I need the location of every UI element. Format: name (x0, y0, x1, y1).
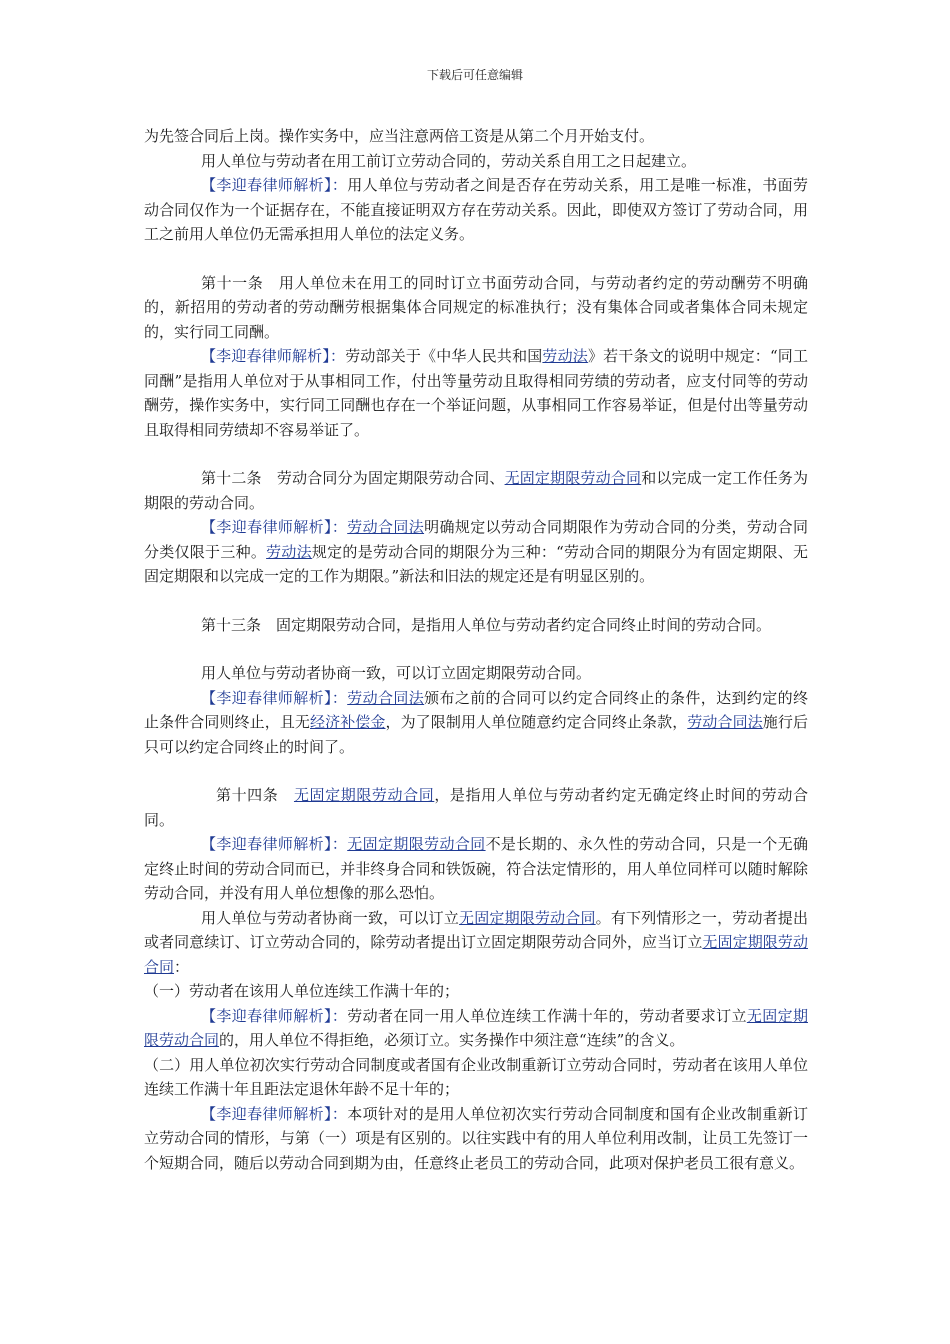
paragraph (144, 906, 808, 980)
lawyer-analysis (144, 344, 808, 442)
law-link[interactable]: 劳动法 (266, 542, 312, 561)
law-link[interactable]: 劳动合同法 (687, 713, 763, 731)
lawyer-analysis (144, 1102, 808, 1176)
analysis-text: 劳动部关于《中华人民共和国 (345, 347, 543, 365)
lawyer-label: 【李迎春律师解析】： (201, 176, 348, 194)
analysis-text: 的，用人单位不得拒绝，必须订立。实务操作中须注意“连续”的含义。 (219, 1031, 685, 1049)
spacer (144, 759, 808, 783)
lawyer-label: 【李迎春律师解析】： (201, 347, 346, 365)
lawyer-analysis (144, 1004, 808, 1053)
contract-link[interactable]: 无固定期限劳动合同 (144, 933, 808, 976)
lawyer-analysis (144, 515, 808, 589)
article-14 (144, 783, 808, 832)
compensation-link[interactable]: 经济补偿金 (310, 713, 386, 731)
lawyer-analysis (144, 832, 808, 906)
analysis-text: 明确规定以劳动合同期限作为劳动合同的分类，劳动合同分类仅限于三种。 (144, 518, 808, 561)
article-text: ： (174, 957, 190, 976)
analysis-text: 颁布之前的合同可以约定合同终止的条件，达到约定的终止条件合同则终止，且无 (144, 688, 808, 731)
paragraph: 用人单位与劳动者协商一致，可以订立固定期限劳动合同。 (201, 664, 592, 682)
lawyer-analysis (144, 173, 808, 247)
law-link[interactable]: 劳动法 (542, 347, 588, 365)
article-text: ，是指用人单位与劳动者约定无确定终止时间的劳动合同。 (144, 786, 808, 829)
article-text: 第十二条 劳动合同分为固定期限劳动合同、 (201, 469, 505, 487)
lawyer-label: 【李迎春律师解析】： (201, 835, 348, 853)
contract-link[interactable]: 无固定期限劳动合同 (144, 1006, 808, 1049)
contract-link[interactable]: 无固定期限劳动合同 (459, 908, 596, 927)
analysis-text: 不是长期的、永久性的劳动合同，只是一个无确定终止时间的劳动合同而已，并非终身合同和铁饭碗，符合法定情形的，用人单位同样可以随时解除劳动合同，并没有用人单位想像的那么恐怕。 (144, 835, 808, 902)
paragraph: 为先签合同后上岗。操作实务中，应当注意两倍工资是从第二个月开始支付。 (144, 127, 655, 145)
analysis-text: 用人单位与劳动者之间是否存在劳动关系，用工是唯一标准，书面劳动合同仅作为一个证据存在，不能直接证明双方存在劳动关系。因此，即使双方签订了劳动合同，用工之前用人单位仍无需承担用人单位的法定义务。 (144, 176, 808, 243)
spacer (144, 637, 808, 661)
analysis-text: 》若干条文的说明中规定：“同工同酬”是指用人单位对于从事相同工作，付出等量劳动且取得相同劳绩的劳动者，应支付同等的劳动酬劳，操作实务中，实行同工同酬也存在一个举证问题，从事相同工作容易举证，但是付出等量劳动且取得相同劳绩却不容易举证了。 (144, 347, 808, 439)
analysis-text: 劳动者在同一用人单位连续工作满十年的，劳动者要求订立 (347, 1006, 747, 1025)
lawyer-analysis (144, 686, 808, 760)
list-item: （二）用人单位初次实行劳动合同制度或者国有企业改制重新订立劳动合同时，劳动者在该用人单位连续工作满十年且距法定退休年龄不足十年的； (144, 1055, 808, 1098)
analysis-text: ，为了限制用人单位随意约定合同终止条款， (385, 713, 688, 731)
analysis-text: 施行后只可以约定合同终止的时间了。 (144, 713, 808, 756)
article-text: 和以完成一定工作任务为期限的劳动合同。 (144, 469, 808, 512)
lawyer-label: 【李迎春律师解析】： (201, 1104, 348, 1123)
spacer (144, 247, 808, 271)
article-11: 第十一条 用人单位未在用工的同时订立书面劳动合同，与劳动者约定的劳动酬劳不明确的，新招用的劳动者的劳动酬劳根据集体合同规定的标准执行；没有集体合同或者集体合同未规定的，实行同工同酬。 (144, 273, 808, 341)
analysis-text: 规定的是劳动合同的期限分为三种：“劳动合同的期限分为有固定期限、无固定期限和以完成一定的工作为期限。”新法和旧法的规定还是有明显区别的。 (144, 542, 808, 585)
lawyer-label: 【李迎春律师解析】： (201, 688, 348, 707)
article-13: 第十三条 固定期限劳动合同，是指用人单位与劳动者约定合同终止时间的劳动合同。 (201, 615, 772, 634)
article-12 (144, 466, 808, 515)
page-header: 下载后可任意编辑 (426, 68, 523, 82)
lawyer-label: 【李迎春律师解析】： (201, 1006, 348, 1025)
contract-link[interactable]: 无固定期限劳动合同 (347, 835, 486, 853)
list-item: （一）劳动者在该用人单位连续工作满十年的； (144, 982, 460, 1000)
law-link[interactable]: 劳动合同法 (347, 688, 425, 707)
spacer (144, 442, 808, 466)
article-text: 。有下列情形之一，劳动者提出或者同意续订、订立劳动合同的，除劳动者提出订立固定期限劳动合同外，应当订立 (144, 908, 808, 951)
contract-link[interactable]: 无固定期限劳动合同 (293, 786, 435, 804)
paragraph: 用人单位与劳动者在用工前订立劳动合同的，劳动关系自用工之日起建立。 (201, 151, 697, 170)
lawyer-label: 【李迎春律师解析】： (201, 518, 348, 536)
contract-link[interactable]: 无固定期限劳动合同 (504, 469, 642, 487)
document-body (144, 124, 808, 1175)
article-text: 用人单位与劳动者协商一致，可以订立 (201, 908, 460, 927)
spacer (144, 589, 808, 613)
analysis-text: 本项针对的是用人单位初次实行劳动合同制度和国有企业改制重新订立劳动合同的情形，与第（一）项是有区别的。以往实践中有的用人单位利用改制，让员工先签订一个短期合同，随后以劳动合同到期为由，任意终止老员工的劳动合同，此项对保护老员工很有意义。 (144, 1104, 808, 1172)
article-text: 第十四条 (216, 786, 294, 804)
law-link[interactable]: 劳动合同法 (347, 518, 425, 536)
